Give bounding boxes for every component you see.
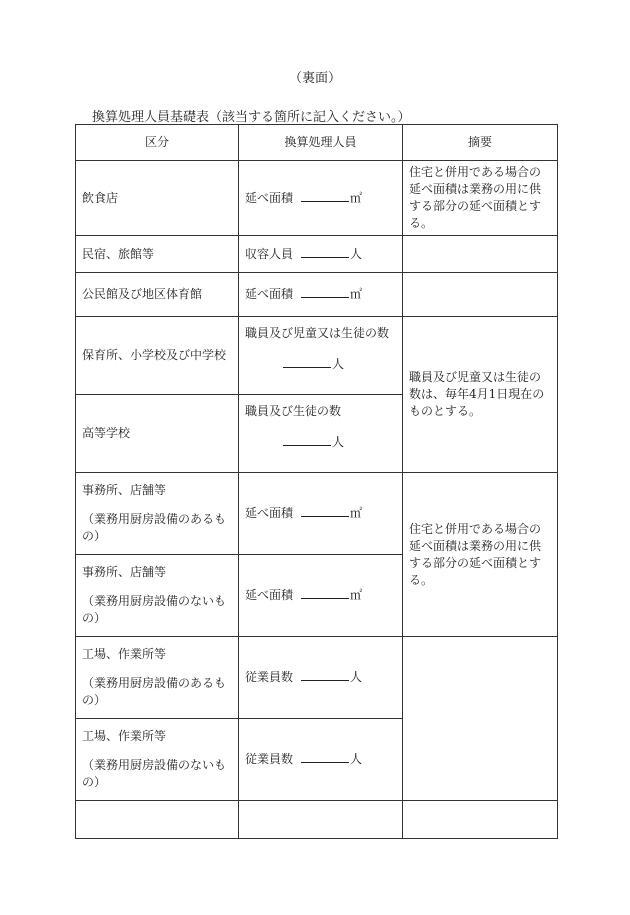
area-label: 延べ面積 [245, 588, 294, 602]
area-input-line[interactable] [301, 287, 349, 298]
category-cell[interactable] [76, 801, 239, 839]
table-header-row [76, 125, 558, 161]
category-high-school: 高等学校 [82, 426, 131, 440]
category-without-kitchen: （業務用厨房設備のないもの） [82, 758, 227, 789]
value-cell [239, 473, 403, 555]
conversion-table [75, 124, 558, 839]
table-caption: 換算処理人員基礎表（該当する箇所に記入ください。） [92, 110, 411, 125]
value-cell [239, 236, 403, 273]
count-line [245, 434, 396, 451]
category-cell [76, 161, 239, 236]
value-cell [239, 317, 403, 395]
page-heading: （裏面） [288, 71, 341, 86]
value-cell [239, 161, 403, 236]
person-unit: 人 [331, 357, 344, 371]
category-without-kitchen: （業務用厨房設備のないもの） [82, 594, 227, 625]
area-input-line[interactable] [301, 191, 349, 202]
category-office: 事務所、店舗等 [82, 565, 167, 579]
category-schools: 保育所、小学校及び中学校 [82, 348, 227, 362]
value-cell [239, 273, 403, 317]
category-factory: 工場、作業所等 [82, 647, 167, 661]
table-row [76, 637, 558, 719]
sqm-unit: ㎡ [350, 190, 363, 205]
category-cell [76, 555, 239, 637]
value-cell [239, 719, 403, 801]
category-cell [76, 273, 239, 317]
header-persons: 換算処理人員 [239, 125, 403, 161]
employees-label: 従業員数 [245, 752, 294, 766]
category-cell [76, 637, 239, 719]
area-label: 延べ面積 [245, 287, 294, 301]
person-unit: 人 [350, 752, 363, 766]
category-cell [76, 236, 239, 273]
area-input-line[interactable] [301, 506, 349, 517]
category-cell [76, 719, 239, 801]
category-cell [76, 395, 239, 473]
note-as-of-april: 職員及び児童又は生徒の数は、毎年4月1日現在のものとする。 [409, 370, 545, 418]
person-unit: 人 [350, 246, 363, 261]
category-inn: 民宿、旅館等 [82, 246, 155, 261]
table-row [76, 161, 558, 236]
sqm-unit: ㎡ [350, 506, 363, 520]
category-cell [76, 473, 239, 555]
remark-cell [403, 473, 558, 637]
category-restaurant: 飲食店 [82, 190, 119, 205]
table-row [76, 236, 558, 273]
note-residential-share: 住宅と併用である場合の延べ面積は業務の用に供する部分の延べ面積とする。 [409, 521, 542, 587]
person-unit: 人 [331, 435, 344, 449]
area-label: 延べ面積 [245, 190, 294, 205]
remark-cell [403, 637, 558, 801]
header-category: 区分 [76, 125, 239, 161]
value-cell [239, 395, 403, 473]
person-unit: 人 [350, 670, 363, 684]
area-label: 延べ面積 [245, 506, 294, 520]
area-input-line[interactable] [301, 588, 349, 599]
table-row [76, 473, 558, 555]
remark-cell [403, 161, 558, 236]
employees-input-line[interactable] [301, 752, 349, 763]
table-row [76, 317, 558, 395]
staff-students-label: 職員及び生徒の数 [245, 404, 342, 418]
remark-cell [403, 273, 558, 317]
count-line [245, 356, 396, 373]
value-cell [239, 637, 403, 719]
sqm-unit: ㎡ [350, 287, 363, 301]
sqm-unit: ㎡ [350, 588, 363, 602]
staff-children-label: 職員及び児童又は生徒の数 [245, 326, 390, 340]
employees-input-line[interactable] [301, 670, 349, 681]
table-row-blank [76, 801, 558, 839]
remark-cell [403, 317, 558, 473]
category-factory: 工場、作業所等 [82, 729, 167, 743]
header-remarks: 摘要 [403, 125, 558, 161]
category-community-hall: 公民館及び地区体育館 [82, 287, 203, 301]
table-row [76, 273, 558, 317]
category-with-kitchen: （業務用厨房設備のあるもの） [82, 512, 227, 543]
employees-label: 従業員数 [245, 670, 294, 684]
value-cell [239, 555, 403, 637]
remark-cell[interactable] [403, 801, 558, 839]
note-residential-share: 住宅と併用である場合の延べ面積は業務の用に供する部分の延べ面積とする。 [409, 165, 542, 230]
capacity-label: 収容人員 [245, 246, 294, 261]
count-input-line[interactable] [283, 357, 331, 368]
capacity-input-line[interactable] [301, 247, 349, 258]
category-cell [76, 317, 239, 395]
remark-cell [403, 236, 558, 273]
count-input-line[interactable] [283, 435, 331, 446]
category-office: 事務所、店舗等 [82, 483, 167, 497]
category-with-kitchen: （業務用厨房設備のあるもの） [82, 676, 227, 707]
value-cell[interactable] [239, 801, 403, 839]
